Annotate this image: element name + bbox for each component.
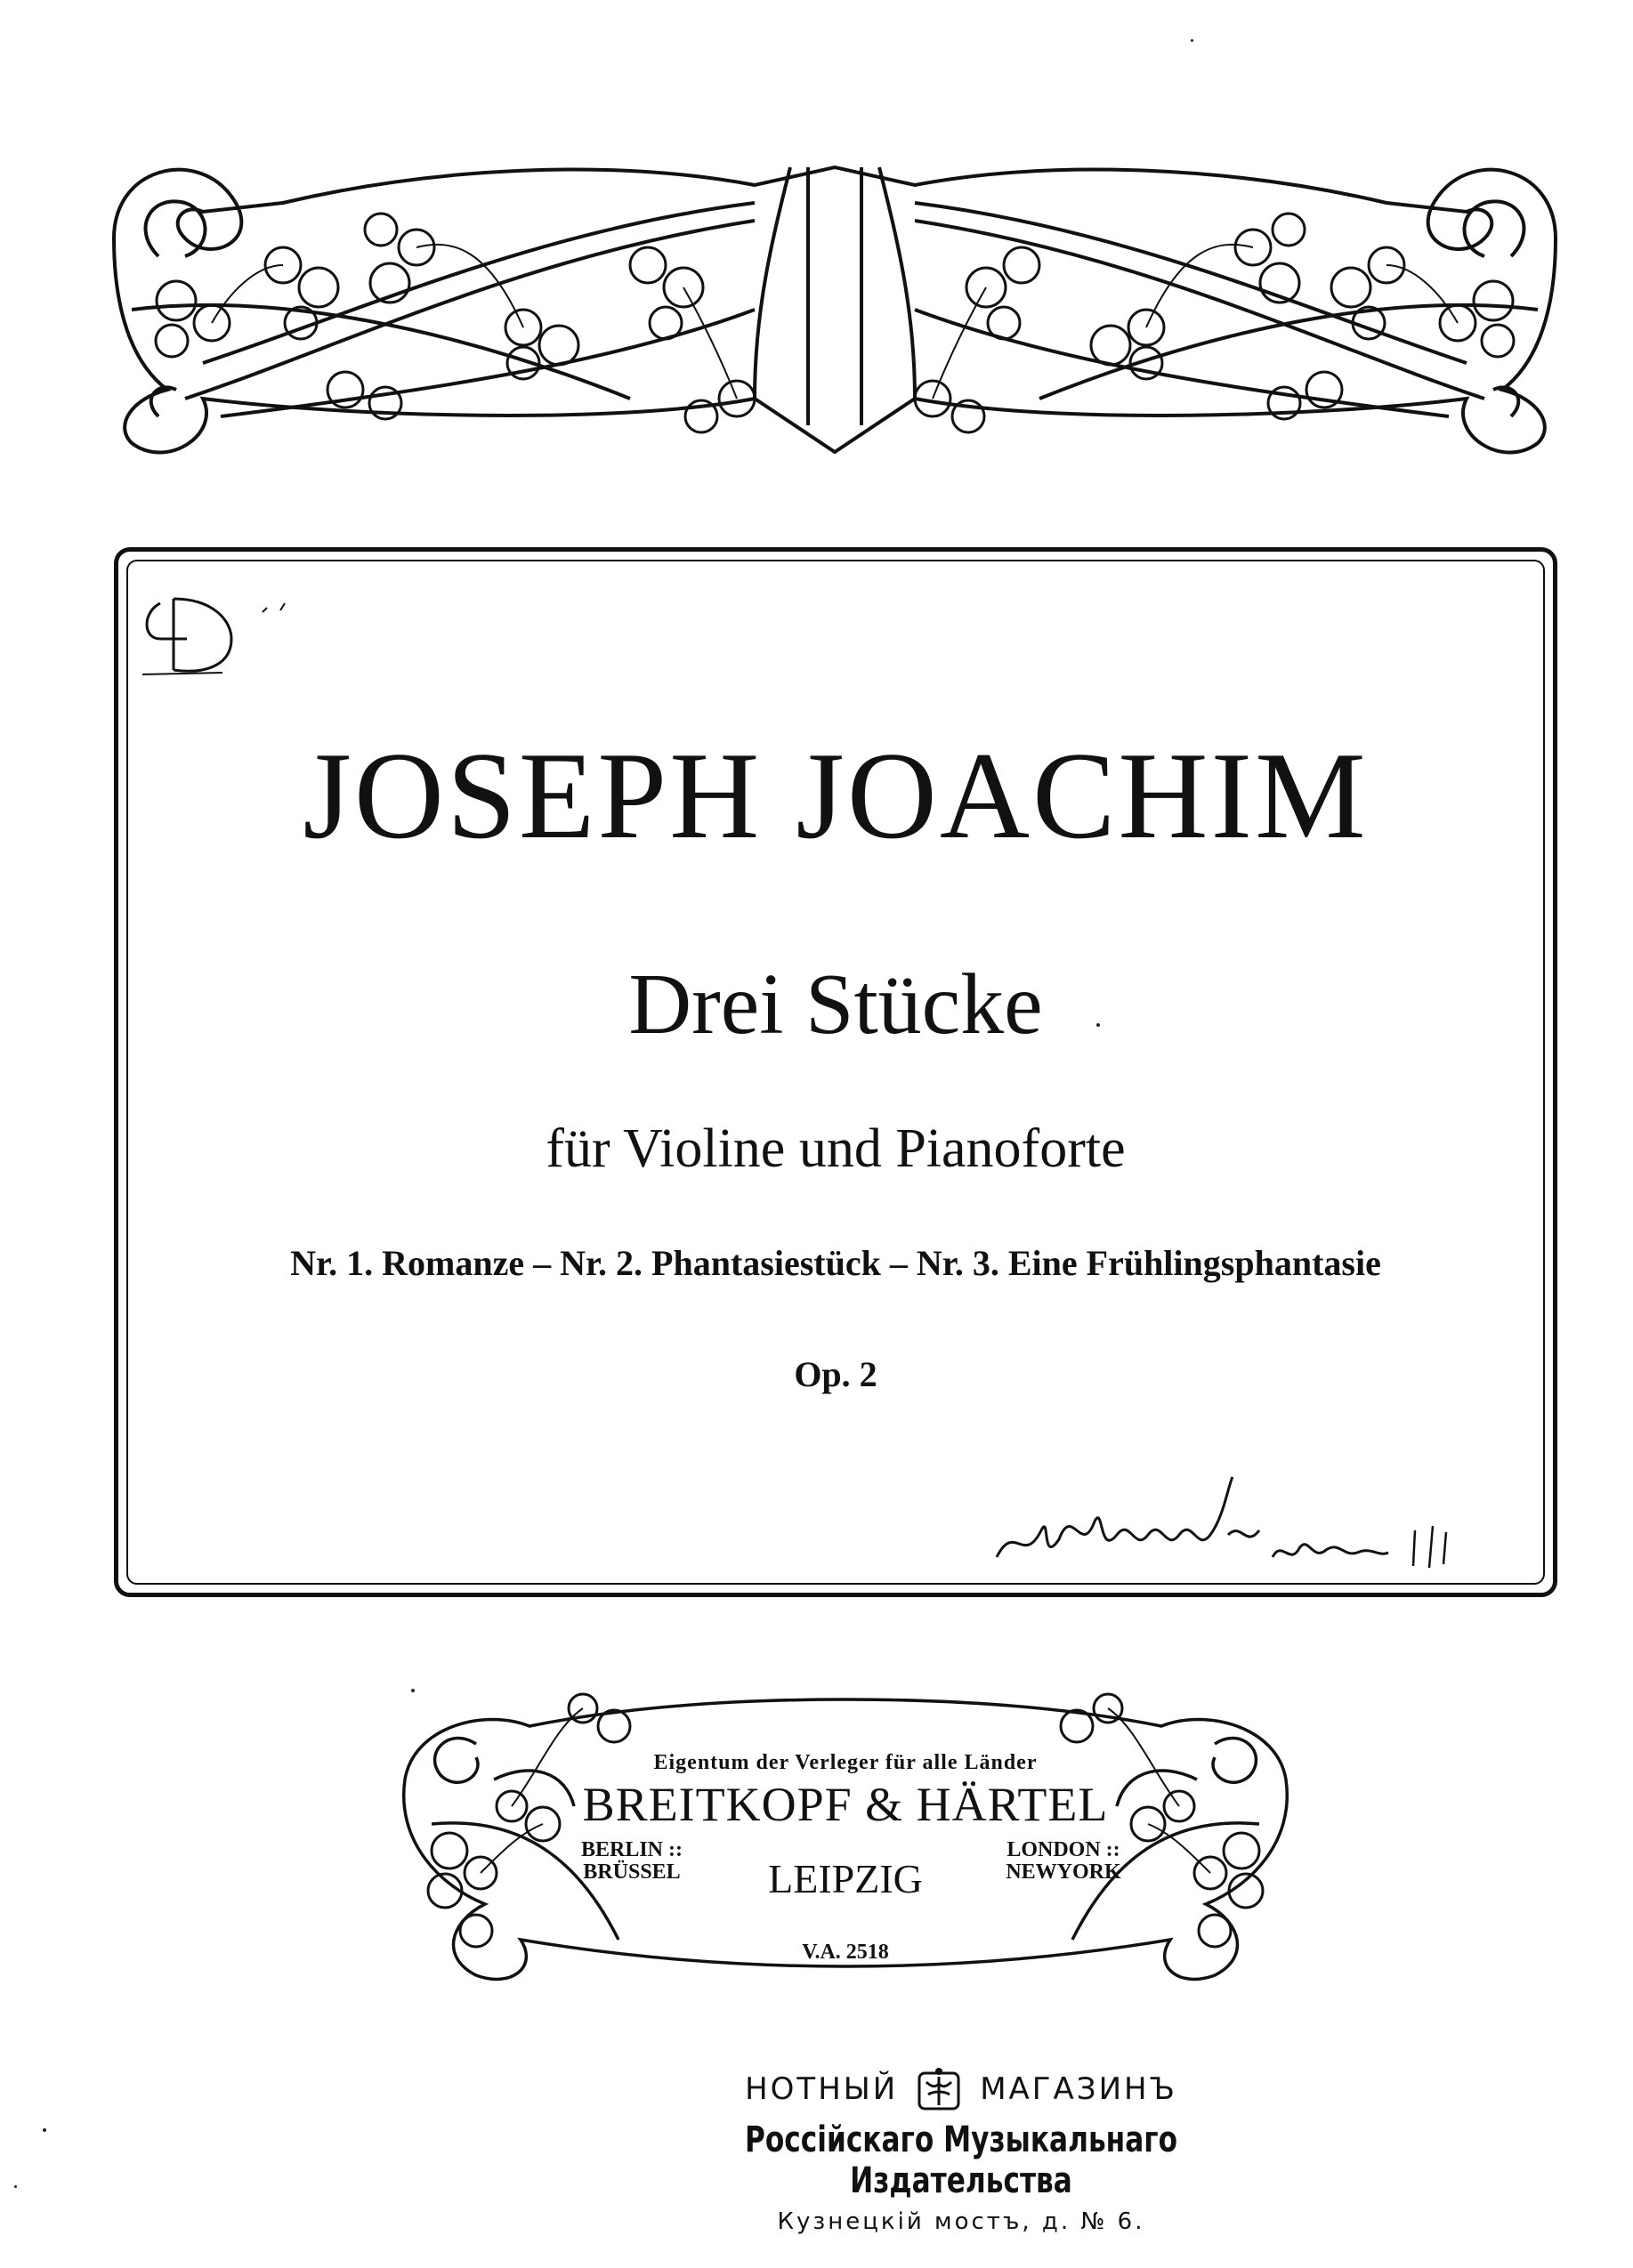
city-brussels: BRÜSSEL xyxy=(583,1860,681,1885)
instrumentation: für Violine und Pianoforte xyxy=(546,1118,1126,1179)
handwritten-monogram xyxy=(133,585,338,692)
scan-speck xyxy=(14,2185,17,2188)
piece-list: Nr. 1. Romanze – Nr. 2. Phantasiestück – Nr. 3. Eine Frühlingsphantasie xyxy=(290,1243,1381,1283)
city-leipzig: LEIPZIG xyxy=(768,1856,923,1901)
stamp-address: Кузнецкій мостъ, д. № 6. xyxy=(777,2208,1145,2235)
composer-name: JOSEPH JOACHIM xyxy=(303,727,1369,865)
cities-right xyxy=(988,1839,1139,1884)
city-london: LONDON :: xyxy=(1006,1838,1120,1861)
rights-notice: Eigentum der Verleger für alle Länder xyxy=(653,1751,1038,1774)
scan-speck xyxy=(1096,1023,1100,1027)
handwritten-signature xyxy=(988,1468,1486,1584)
stamp-right-word: МАГАЗИНЪ xyxy=(980,2071,1177,2107)
stamp-publisher: Россійскаго Музыкальнаго Издательства xyxy=(744,2119,1178,2201)
opus-number: Op. 2 xyxy=(794,1354,877,1394)
top-floral-ornament xyxy=(78,132,1591,470)
publisher-imprint xyxy=(530,1751,1161,1965)
stamp-heading xyxy=(623,2064,1299,2114)
stamp-left-word: НОТНЫЙ xyxy=(745,2071,899,2107)
publisher-cities xyxy=(530,1836,1161,1907)
music-shop-stamp xyxy=(623,2064,1299,2235)
title-frame-inner xyxy=(126,560,1545,1585)
scan-speck xyxy=(411,1689,415,1692)
eagle-emblem-icon xyxy=(914,2064,964,2114)
city-berlin: BERLIN :: xyxy=(580,1838,683,1861)
work-title: Drei Stücke xyxy=(628,956,1043,1053)
city-newyork: NEWYORK xyxy=(1006,1860,1121,1885)
scan-speck xyxy=(1191,39,1193,42)
scan-speck xyxy=(43,2128,46,2132)
publisher-name: BREITKOPF & HÄRTEL xyxy=(582,1778,1109,1831)
plate-number: V.A. 2518 xyxy=(802,1941,889,1964)
